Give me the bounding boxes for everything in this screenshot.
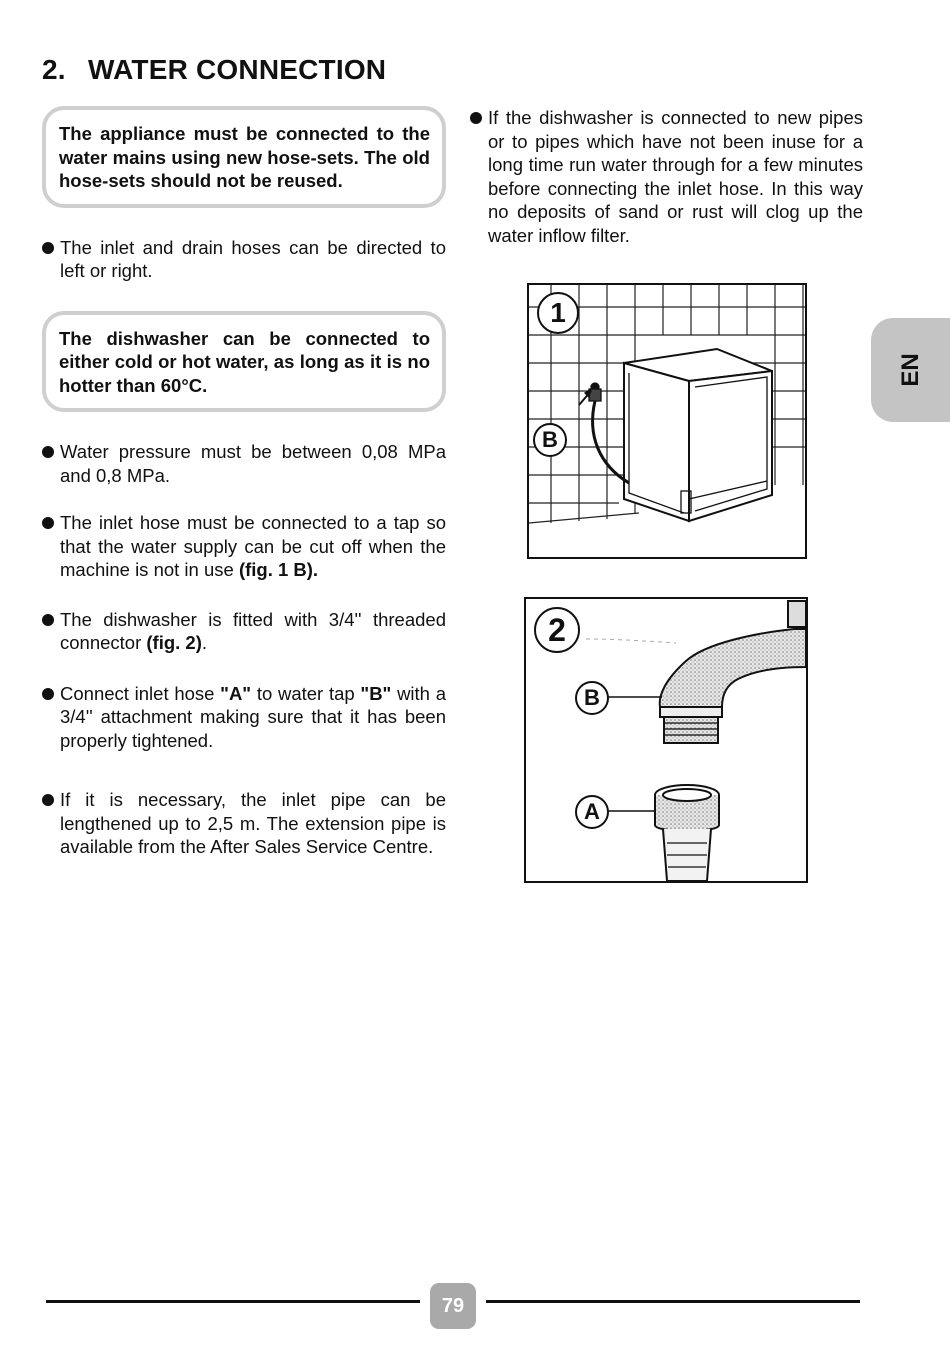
bullet-text: Water pressure must be between 0,08 MPa and 0,8 MPa. bbox=[60, 441, 446, 486]
bullet-text: If the dishwasher is connected to new pipes or to pipes which have not been inuse for a long time run water through for a few minutes before connecting the inlet hose. In this way no deposits of sand or rust will clog up the water inflow filter. bbox=[488, 107, 863, 246]
bullet-text-end: . bbox=[201, 632, 208, 653]
bullet-text: If it is necessary, the inlet pipe can be lengthened up to 2,5 m. The extension pipe is available from the After Sales Service Centre. bbox=[60, 789, 446, 857]
section-number: 2. bbox=[42, 54, 66, 85]
bullet-dot-icon bbox=[42, 446, 54, 458]
bullet-threaded-connector bbox=[42, 608, 446, 655]
note-new-hose-sets: The appliance must be connected to the water mains using new hose-sets. The old hose-sets should not be reused. bbox=[42, 106, 446, 208]
bullet-dot-icon bbox=[42, 242, 54, 254]
section-title: WATER CONNECTION bbox=[88, 54, 387, 85]
figure-1-callout-b: B bbox=[533, 423, 567, 457]
bullet-label-a: "A" bbox=[220, 682, 252, 704]
figure-2-callout-b: B bbox=[575, 681, 609, 715]
figure-1-number: 1 bbox=[537, 292, 579, 334]
bullet-dot-icon bbox=[42, 614, 54, 626]
bullet-text: The inlet and drain hoses can be directed to left or right. bbox=[60, 236, 446, 281]
bullet-dot-icon bbox=[42, 688, 54, 700]
bullet-text: The dishwasher is fitted with 3/4'' threaded connector bbox=[60, 608, 446, 653]
bullet-inlet-hose-tap bbox=[42, 511, 446, 582]
footer-rule-left bbox=[46, 1300, 420, 1303]
bullet-water-pressure bbox=[42, 440, 446, 487]
language-tab bbox=[871, 318, 950, 422]
bullet-text: to water tap bbox=[251, 682, 361, 704]
footer-rule-right bbox=[486, 1300, 860, 1303]
bullet-dot-icon bbox=[42, 794, 54, 806]
left-column bbox=[42, 106, 446, 859]
note-water-temperature: The dishwasher can be connected to either cold or hot water, as long as it is no hotter than 60°C. bbox=[42, 311, 446, 413]
figure-2-threaded-connector bbox=[524, 597, 808, 883]
bullet-figure-ref: (fig. 2) bbox=[146, 632, 202, 653]
figure-1-dishwasher-tap bbox=[527, 283, 807, 559]
bullet-dot-icon bbox=[470, 112, 482, 124]
bullet-text: with a 3/4'' attachment making sure that it has been properly tightened. bbox=[60, 682, 446, 751]
bullet-extension-pipe bbox=[42, 788, 446, 859]
bullet-dot-icon bbox=[42, 517, 54, 529]
bullet-text: Connect inlet hose bbox=[60, 682, 221, 704]
bullet-hoses-direction bbox=[42, 236, 446, 283]
bullet-figure-ref: (fig. 1 B). bbox=[238, 559, 319, 580]
page-number: 79 bbox=[430, 1283, 476, 1329]
language-label: EN bbox=[896, 353, 924, 387]
bullet-label-b: "B" bbox=[360, 682, 392, 704]
right-column bbox=[470, 106, 863, 247]
bullet-new-pipes-flush bbox=[470, 106, 863, 247]
bullet-text: The inlet hose must be connected to a tap so that the water supply can be cut off when the machine is not in use bbox=[60, 512, 446, 580]
section-heading bbox=[42, 54, 386, 86]
bullet-connect-inlet-hose bbox=[42, 682, 446, 753]
figure-2-number: 2 bbox=[534, 607, 580, 653]
figure-2-callout-a: A bbox=[575, 795, 609, 829]
